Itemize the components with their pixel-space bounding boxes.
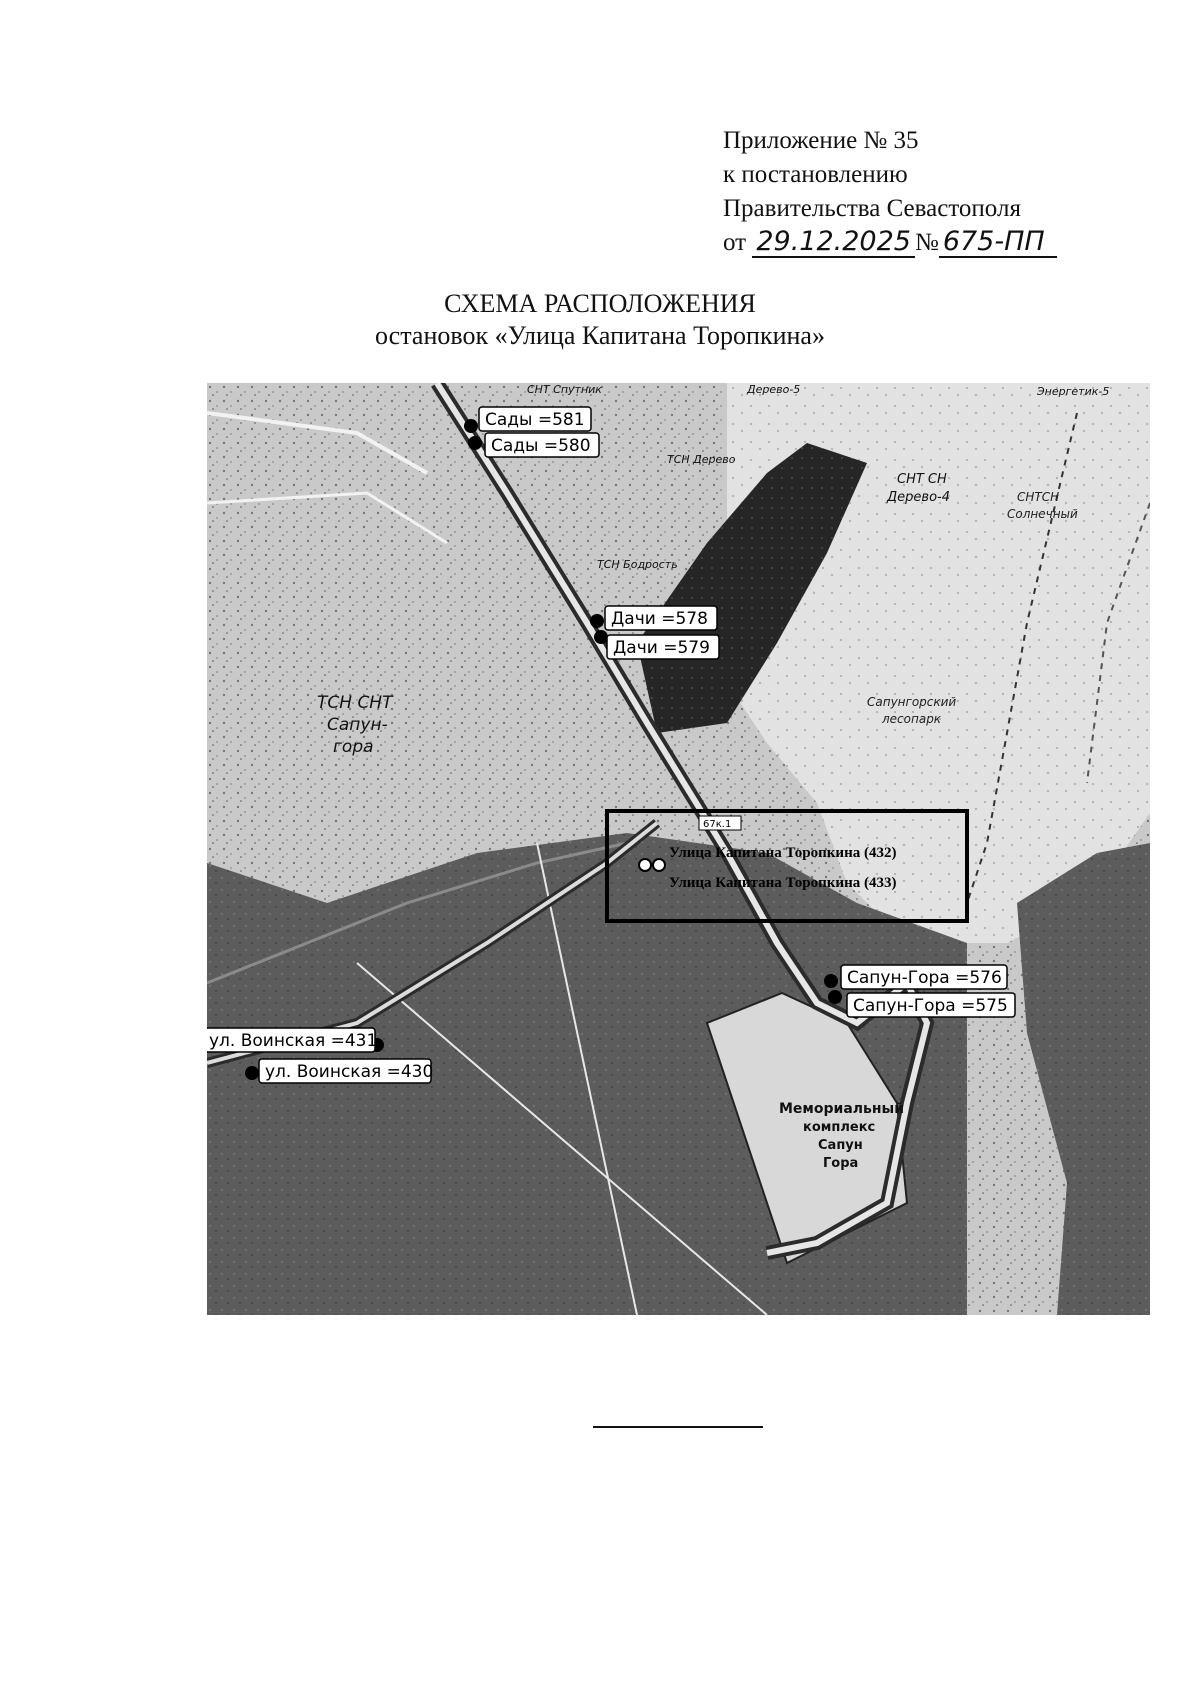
stop-marker-580 — [468, 436, 482, 450]
label-tsn-snt: ТСН СНТ — [317, 693, 393, 713]
stop-marker-576 — [824, 974, 838, 988]
stop-marker-433 — [653, 859, 665, 871]
title-main: СХЕМА РАСПОЛОЖЕНИЯ — [444, 289, 756, 318]
stop-marker-432 — [639, 859, 651, 871]
number-sign: № — [914, 229, 939, 256]
stop-label-578: Дачи =578 — [611, 609, 708, 629]
stop-marker-430 — [245, 1066, 259, 1080]
stop-marker-579 — [594, 630, 608, 644]
label-memorial-1: Мемориальный — [779, 1101, 905, 1117]
label-solnechny: Солнечный — [1007, 507, 1078, 521]
label-gora: гора — [333, 737, 374, 757]
label-sapun: Сапун- — [327, 715, 388, 735]
stop-label-581: Сады =581 — [485, 410, 585, 430]
appendix-authority: Правительства Севастополя — [723, 195, 1021, 222]
stop-marker-581 — [464, 419, 478, 433]
closing-rule — [593, 1426, 763, 1428]
label-memorial-4: Гора — [823, 1156, 859, 1171]
label-memorial-2: комплекс — [803, 1120, 876, 1135]
label-memorial-3: Сапун — [818, 1138, 863, 1153]
location-map — [207, 383, 1150, 1315]
stop-label-575: Сапун-Гора =575 — [853, 996, 1008, 1016]
stop-label-580: Сады =580 — [491, 436, 591, 456]
handwritten-number: 675-ПП — [939, 228, 1057, 258]
stop-label-431: ул. Воинская =431 — [209, 1031, 378, 1051]
stop-label-576: Сапун-Гора =576 — [847, 968, 1002, 988]
route-tag: 67к.1 — [703, 819, 732, 830]
appendix-ref: к постановлению — [723, 161, 908, 188]
label-tsn-bodrost: ТСН Бодрость — [597, 558, 678, 571]
appendix-date-line — [723, 226, 1057, 260]
label-forest-1: Сапунгорский — [867, 695, 957, 709]
appendix-number: Приложение № 35 — [723, 127, 919, 154]
label-derevo5: Дерево-5 — [747, 383, 801, 396]
stop-marker-578 — [590, 614, 604, 628]
stop-label-430: ул. Воинская =430 — [265, 1062, 434, 1082]
appendix-block — [723, 124, 1057, 260]
stop-label-579: Дачи =579 — [613, 638, 710, 658]
label-forest-2: лесопарк — [882, 712, 942, 726]
label-tsn-derevo: ТСН Дерево — [667, 453, 736, 466]
label-snt-spring: СНТ Спутник — [527, 383, 602, 396]
stop-label-433: Улица Капитана Торопкина (433) — [669, 875, 897, 891]
handwritten-date: 29.12.2025 — [752, 228, 915, 258]
label-energetik: Энергетик-5 — [1037, 385, 1110, 398]
label-derevo4: Дерево-4 — [887, 490, 950, 505]
date-prefix: от — [723, 229, 747, 256]
stop-label-432: Улица Капитана Торопкина (432) — [669, 845, 897, 861]
label-sntsn: СНТСН — [1017, 490, 1060, 504]
title-sub: остановок «Улица Капитана Торопкина» — [375, 321, 825, 350]
label-snt-sn: СНТ СН — [897, 472, 947, 487]
document-title — [0, 288, 1200, 352]
stop-marker-575 — [828, 990, 842, 1004]
